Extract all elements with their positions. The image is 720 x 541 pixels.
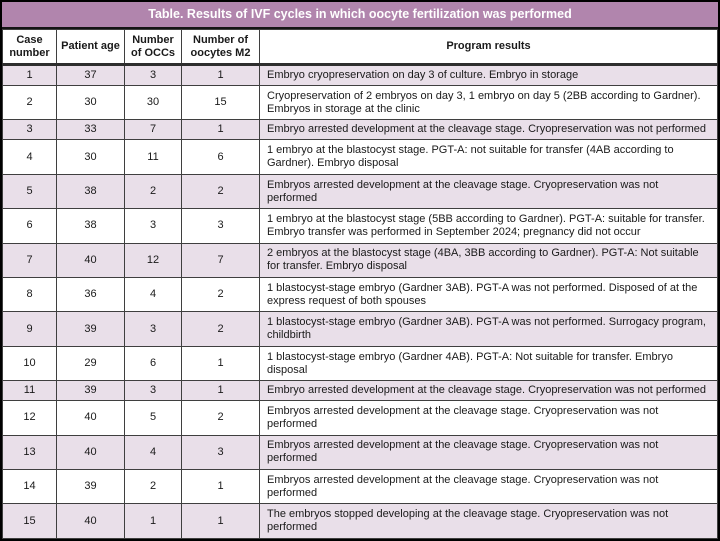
program-results-cell: Embryo cryopreservation on day 3 of culture. Embryo in storage <box>260 65 718 86</box>
occs-count-cell: 30 <box>125 86 182 120</box>
table-row <box>3 120 718 140</box>
program-results-cell: Embryo arrested development at the cleavage stage. Cryopreservation was not performed <box>260 381 718 401</box>
oocytes-m2-cell: 2 <box>182 401 260 435</box>
col-header-case-number: Case number <box>3 30 57 65</box>
table-row <box>3 174 718 208</box>
case-number-cell: 12 <box>3 401 57 435</box>
table-row <box>3 504 718 539</box>
table-row <box>3 278 718 312</box>
table-row <box>3 209 718 243</box>
occs-count-cell: 5 <box>125 401 182 435</box>
occs-count-cell: 11 <box>125 140 182 174</box>
table-row <box>3 381 718 401</box>
case-number-cell: 6 <box>3 209 57 243</box>
case-number-cell: 14 <box>3 470 57 504</box>
case-number-cell: 3 <box>3 120 57 140</box>
oocytes-m2-cell: 7 <box>182 243 260 277</box>
table-row <box>3 243 718 277</box>
oocytes-m2-cell: 3 <box>182 209 260 243</box>
program-results-cell: 2 embryos at the blastocyst stage (4BA, 3BB according to Gardner). PGT-A: Not suitable for transfer. Embryo disposal <box>260 243 718 277</box>
occs-count-cell: 7 <box>125 120 182 140</box>
oocytes-m2-cell: 6 <box>182 140 260 174</box>
case-number-cell: 8 <box>3 278 57 312</box>
table-row <box>3 435 718 469</box>
col-header-patient-age: Patient age <box>57 30 125 65</box>
patient-age-cell: 36 <box>57 278 125 312</box>
program-results-cell: The embryos stopped developing at the cleavage stage. Cryopreservation was not performed <box>260 504 718 539</box>
patient-age-cell: 29 <box>57 346 125 380</box>
oocytes-m2-cell: 15 <box>182 86 260 120</box>
table-row <box>3 312 718 346</box>
occs-count-cell: 4 <box>125 278 182 312</box>
occs-count-cell: 3 <box>125 381 182 401</box>
header-row <box>3 30 718 65</box>
patient-age-cell: 39 <box>57 381 125 401</box>
col-header-program-results: Program results <box>260 30 718 65</box>
patient-age-cell: 33 <box>57 120 125 140</box>
program-results-cell: Embryo arrested development at the cleavage stage. Cryopreservation was not performed <box>260 120 718 140</box>
occs-count-cell: 3 <box>125 65 182 86</box>
oocytes-m2-cell: 1 <box>182 346 260 380</box>
patient-age-cell: 30 <box>57 140 125 174</box>
ivf-results-table <box>2 29 718 539</box>
patient-age-cell: 30 <box>57 86 125 120</box>
oocytes-m2-cell: 1 <box>182 120 260 140</box>
table-row <box>3 401 718 435</box>
program-results-cell: Embryos arrested development at the cleavage stage. Cryopreservation was not performed <box>260 174 718 208</box>
patient-age-cell: 38 <box>57 174 125 208</box>
program-results-cell: Cryopreservation of 2 embryos on day 3, 1 embryo on day 5 (2BB according to Gardner). Embryos in storage at the clinic <box>260 86 718 120</box>
case-number-cell: 10 <box>3 346 57 380</box>
occs-count-cell: 12 <box>125 243 182 277</box>
program-results-cell: 1 blastocyst-stage embryo (Gardner 4AB). PGT-A: Not suitable for transfer. Embryo disposal <box>260 346 718 380</box>
occs-count-cell: 1 <box>125 504 182 539</box>
oocytes-m2-cell: 1 <box>182 65 260 86</box>
oocytes-m2-cell: 2 <box>182 312 260 346</box>
case-number-cell: 15 <box>3 504 57 539</box>
table-header <box>3 30 718 65</box>
patient-age-cell: 40 <box>57 435 125 469</box>
patient-age-cell: 40 <box>57 401 125 435</box>
program-results-cell: 1 embryo at the blastocyst stage (5BB according to Gardner). PGT-A: suitable for transfer. Embryo transfer was performed in September 2024; pregnancy did not occur <box>260 209 718 243</box>
occs-count-cell: 3 <box>125 312 182 346</box>
occs-count-cell: 4 <box>125 435 182 469</box>
table-row <box>3 140 718 174</box>
table-row <box>3 346 718 380</box>
occs-count-cell: 3 <box>125 209 182 243</box>
table-row <box>3 65 718 86</box>
patient-age-cell: 40 <box>57 243 125 277</box>
program-results-cell: 1 blastocyst-stage embryo (Gardner 3AB). PGT-A was not performed. Disposed of at the express request of both spouses <box>260 278 718 312</box>
occs-count-cell: 6 <box>125 346 182 380</box>
occs-count-cell: 2 <box>125 174 182 208</box>
patient-age-cell: 38 <box>57 209 125 243</box>
patient-age-cell: 39 <box>57 312 125 346</box>
occs-count-cell: 2 <box>125 470 182 504</box>
program-results-cell: Embryos arrested development at the cleavage stage. Cryopreservation was not performed <box>260 470 718 504</box>
table-row <box>3 470 718 504</box>
program-results-cell: Embryos arrested development at the cleavage stage. Cryopreservation was not performed <box>260 401 718 435</box>
patient-age-cell: 39 <box>57 470 125 504</box>
case-number-cell: 1 <box>3 65 57 86</box>
oocytes-m2-cell: 2 <box>182 278 260 312</box>
case-number-cell: 7 <box>3 243 57 277</box>
oocytes-m2-cell: 1 <box>182 381 260 401</box>
case-number-cell: 13 <box>3 435 57 469</box>
table-row <box>3 86 718 120</box>
oocytes-m2-cell: 1 <box>182 504 260 539</box>
col-header-number-occs: Number of OCCs <box>125 30 182 65</box>
program-results-cell: 1 embryo at the blastocyst stage. PGT-A: not suitable for transfer (4AB according to Gardner). Embryo disposal <box>260 140 718 174</box>
case-number-cell: 9 <box>3 312 57 346</box>
table-title: Table. Results of IVF cycles in which oocyte fertilization was performed <box>2 2 718 29</box>
table-body <box>3 65 718 539</box>
program-results-cell: 1 blastocyst-stage embryo (Gardner 3AB). PGT-A was not performed. Surrogacy program, childbirth <box>260 312 718 346</box>
case-number-cell: 5 <box>3 174 57 208</box>
patient-age-cell: 37 <box>57 65 125 86</box>
case-number-cell: 4 <box>3 140 57 174</box>
case-number-cell: 11 <box>3 381 57 401</box>
patient-age-cell: 40 <box>57 504 125 539</box>
case-number-cell: 2 <box>3 86 57 120</box>
oocytes-m2-cell: 2 <box>182 174 260 208</box>
program-results-cell: Embryos arrested development at the cleavage stage. Cryopreservation was not performed <box>260 435 718 469</box>
oocytes-m2-cell: 1 <box>182 470 260 504</box>
col-header-oocytes-m2: Number of oocytes M2 <box>182 30 260 65</box>
oocytes-m2-cell: 3 <box>182 435 260 469</box>
